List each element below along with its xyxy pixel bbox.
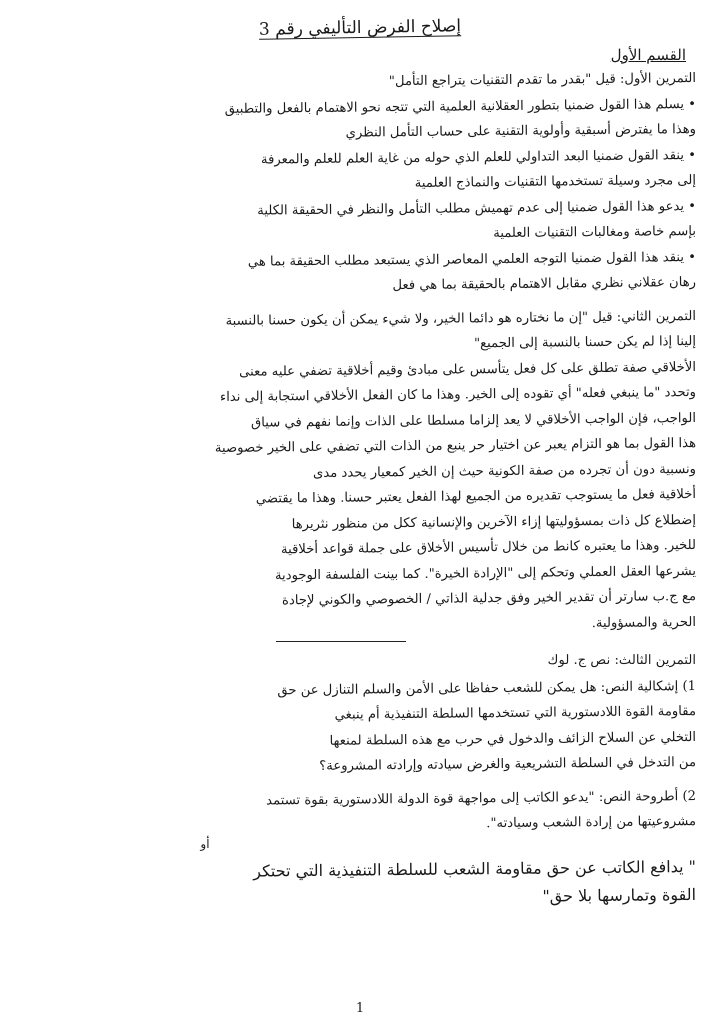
exercise-2 <box>24 304 696 636</box>
exercise-2-line: أخلاقية فعل ما يستوجب تقديره من الجميع لهذا الفعل يعتبر حسنا. وهذا ما يقتضي <box>255 487 697 507</box>
exercise-2-line: هذا القول بما هو التزام يعبر عن اختيار حر ينبع من الذات التي تضفي على الخير خصوصية <box>214 436 697 457</box>
exercise-2-line: الأخلاقي صفة تطلق على كل فعل يتأسس على مبادئ وقيم أخلاقية تضفي عليه معنى <box>239 359 697 380</box>
exercise-2-line: ونسبية دون أن تجرده من صفة الكونية حيث إن الخير كمعيار يحدد مدى <box>312 461 697 481</box>
exercise-2-line: الحرية والمسؤولية. <box>591 614 697 631</box>
exercise-1-line: • يسلم هذا القول ضمنيا بتطور العقلانية العلمية التي تتجه نحو الاهتمام بالفعل والتطبيق <box>224 96 697 117</box>
exercise-2-line: يشرعها العقل العملي وتحكم إلى "الإرادة الخيرة". كما بينت الفلسفة الوجودية <box>274 563 697 583</box>
exercise-2-line: للخير. وهذا ما يعتبره كانط من خلال تأسيس الأخلاق على جملة قواعد أخلاقية <box>280 538 697 558</box>
exercise-3-alt-line: القوة وتمارسها بلا حق" <box>542 884 697 906</box>
exercise-1-heading: التمرين الأول: قيل "بقدر ما تقدم التقنيات يتراجع التأمل" <box>388 71 697 90</box>
exercise-3-line: من التدخل في السلطة التشريعية والغرض سيادته وإرادته المشروعة؟ <box>319 755 697 774</box>
exercise-1 <box>24 66 696 296</box>
exercise-2-heading: التمرين الثاني: قيل "إن ما نختاره هو دائما الخير، ولا شيء يمكن أن يكون حسنا بالنسبة <box>225 308 697 329</box>
exercise-3-line: مقاومة القوة اللادستورية التي تستخدمها السلطة التنفيذية أم ينبغي <box>334 704 697 723</box>
exercise-3-alt-line: " يدافع الكاتب عن حق مقاومة الشعب للسلطة التنفيذية التي تحتكر <box>253 856 697 881</box>
alternative-marker: أو <box>200 836 210 851</box>
exercise-2-line: وتحدد "ما ينبغي فعله" أي تقوده إلى الخير. وهذا ما كان الفعل الأخلاقي استجابة إلى نداء <box>219 385 697 405</box>
exercise-2-line: الواجب، فإن الواجب الأخلاقي لا يعد إلزاما مسلطا على الذات وإنما نفهم في سياق <box>250 410 697 431</box>
exercise-2-line: إلينا إذا لم يكن حسنا بالنسبة إلى الجميع" <box>473 334 697 352</box>
exercise-1-line: إلى مجرد وسيلة تستخدمها التقنيات والنماذج العلمية <box>414 173 697 191</box>
exercise-3-heading: التمرين الثالث: نص ج. لوك <box>547 653 696 668</box>
section-title: القسم الأول <box>610 46 686 64</box>
divider <box>276 641 406 642</box>
exercise-1-line: وهذا ما يفترض أسبقية وأولوية التقنية على حساب التأمل النظري <box>345 122 697 141</box>
exercise-1-line: رهان عقلاني نظري مقابل الاهتمام بالحقيقة بما هي فعل <box>392 275 697 294</box>
exercise-2-line: إضطلاع كل ذات بمسؤوليتها إزاء الآخرين والإنسانية ككل من منظور نثريرها <box>291 512 697 532</box>
exercise-1-line: • ينقد القول ضمنيا البعد التداولي للعلم الذي حوله من غاية العلم للعلم والمعرفة <box>260 147 697 168</box>
exercise-3 <box>24 648 696 909</box>
exercise-3-line: التخلي عن السلاح الزائف والدخول في حرب مع هذه السلطة لمنعها <box>329 729 697 749</box>
exercise-2-line: مع ج.ب سارتر أن تقدير الخير وفق جدلية الذاتي / الخصوصي والكوني لإجادة <box>281 589 697 609</box>
exercise-1-line: بإسم خاصة ومغالبات التقنيات العلمية <box>493 224 697 242</box>
exercise-1-line: • يدعو هذا القول ضمنيا إلى عدم تهميش مطلب التأمل والنظر في الحقيقة الكلية <box>257 198 697 219</box>
exercise-3-line: 2) أطروحة النص: "يدعو الكاتب إلى مواجهة قوة الدولة اللادستورية بقوة تستمد <box>266 788 697 809</box>
document-title: إصلاح الفرض التأليفي رقم 3 <box>258 16 462 40</box>
exercise-1-line: • ينقد هذا القول ضمنيا التوجه العلمي المعاصر الذي يستبعد مطلب الحقيقة بما هي <box>247 249 697 270</box>
exercise-3-line: مشروعيتها من إرادة الشعب وسيادته". <box>486 814 697 832</box>
exercise-3-line: 1) إشكالية النص: هل يمكن للشعب حفاظا على الأمن والسلم التنازل عن حق <box>277 678 697 698</box>
page-number: 1 <box>355 1001 365 1016</box>
